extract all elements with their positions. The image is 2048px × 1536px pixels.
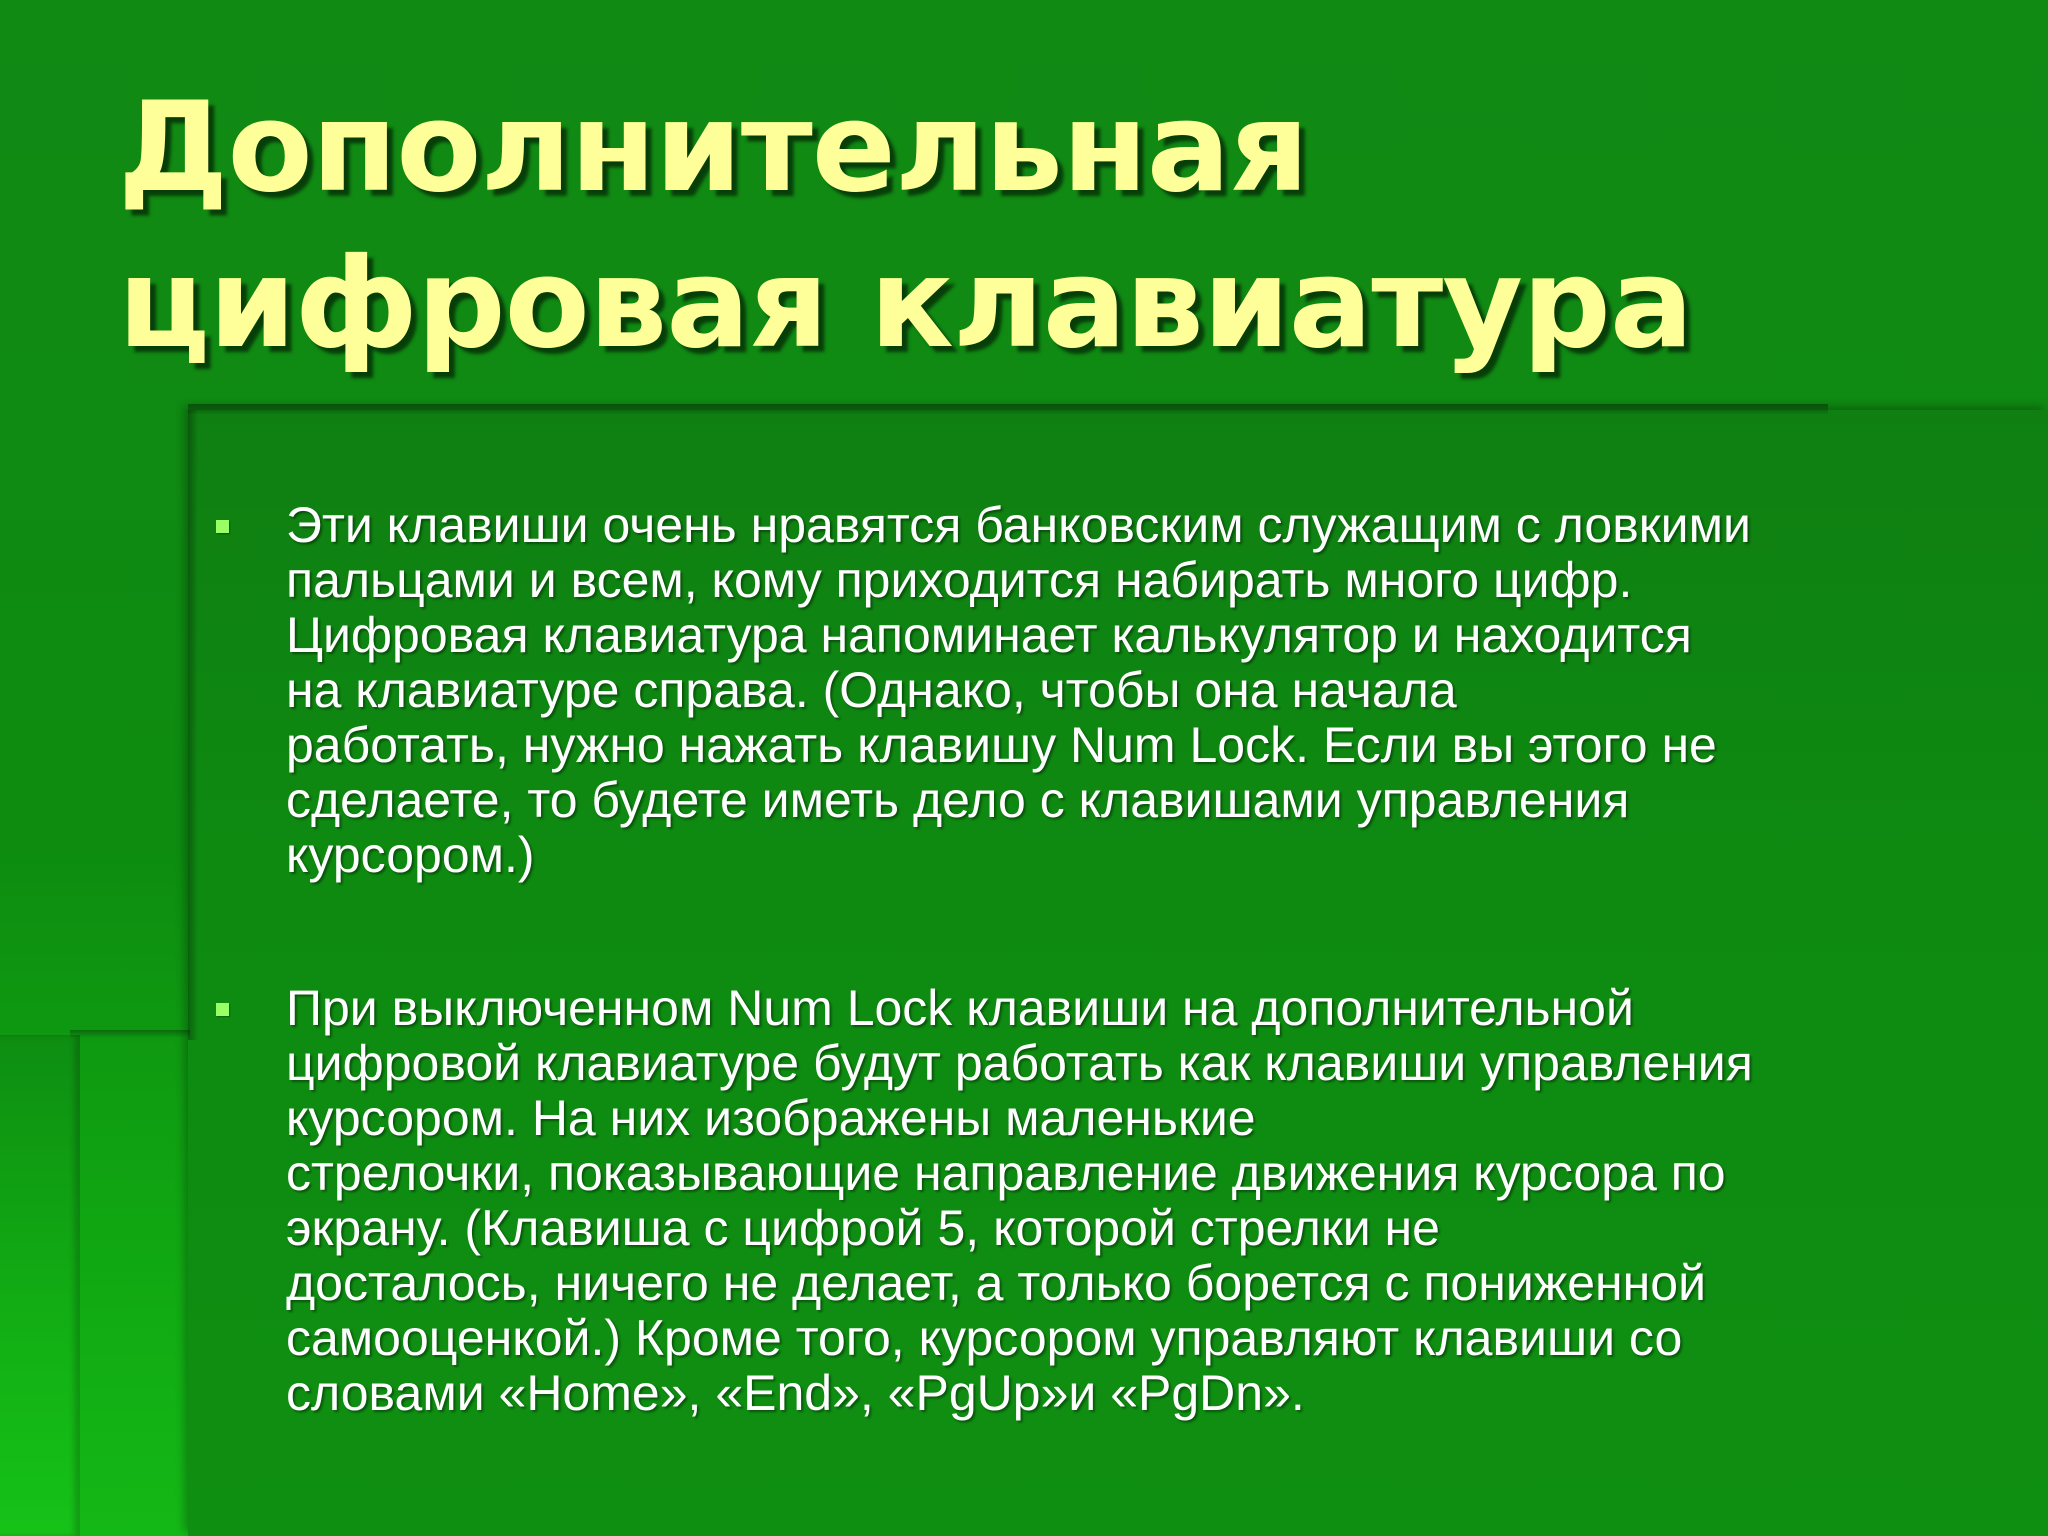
- bullet-2-line-3: курсором. На них изображены маленькие: [286, 1090, 1256, 1146]
- bullet-1-line-3: Цифровая клавиатура напоминает калькулятор и находится: [286, 607, 1692, 663]
- bullet-2-line-2: цифровой клавиатуре будут работать как клавиши управления: [286, 1035, 1753, 1091]
- background-panel-shadow-left: [188, 410, 198, 1040]
- slide-title-line-2: цифровая клавиатура: [118, 232, 1693, 376]
- bullet-1-line-4: на клавиатуре справа. (Однако, чтобы она начала: [286, 662, 1457, 718]
- square-bullet-icon: [216, 520, 229, 533]
- bullet-1-line-5: работать, нужно нажать клавишу Num Lock. Если вы этого не: [286, 717, 1717, 773]
- bullet-1-line-6: сделаете, то будете иметь дело с клавишами управления: [286, 772, 1630, 828]
- bullet-2-line-8: словами «Home», «End», «PgUp»и «PgDn».: [286, 1365, 1305, 1421]
- bullet-2-line-4: стрелочки, показывающие направление движения курсора по: [286, 1145, 1726, 1201]
- bullet-2-line-6: досталось, ничего не делает, а только борется с пониженной: [286, 1255, 1706, 1311]
- background-panel-left: [0, 1035, 80, 1536]
- background-panel-shadow-top: [188, 404, 1828, 414]
- bullet-1-line-2: пальцами и всем, кому приходится набирать много цифр.: [286, 552, 1633, 608]
- bullet-2-line-7: самооценкой.) Кроме того, курсором управляют клавиши со: [286, 1310, 1683, 1366]
- bullet-item-1: [210, 498, 1990, 883]
- bullet-1-line-1: Эти клавиши очень нравятся банковским служащим с ловкими: [286, 497, 1751, 553]
- bullet-1-line-7: курсором.): [286, 827, 535, 883]
- bullet-list: [210, 498, 1990, 1421]
- slide-title-line-1: Дополнительная: [118, 76, 1309, 220]
- square-bullet-icon: [216, 1003, 229, 1016]
- slide-title: [118, 70, 1918, 382]
- bullet-2-line-5: экрану. (Клавиша с цифрой 5, которой стрелки не: [286, 1200, 1440, 1256]
- bullet-2-line-1: При выключенном Num Lock клавиши на дополнительной: [286, 980, 1634, 1036]
- bullet-item-2: [210, 981, 1990, 1421]
- background-panel-shadow-mid: [70, 1030, 190, 1038]
